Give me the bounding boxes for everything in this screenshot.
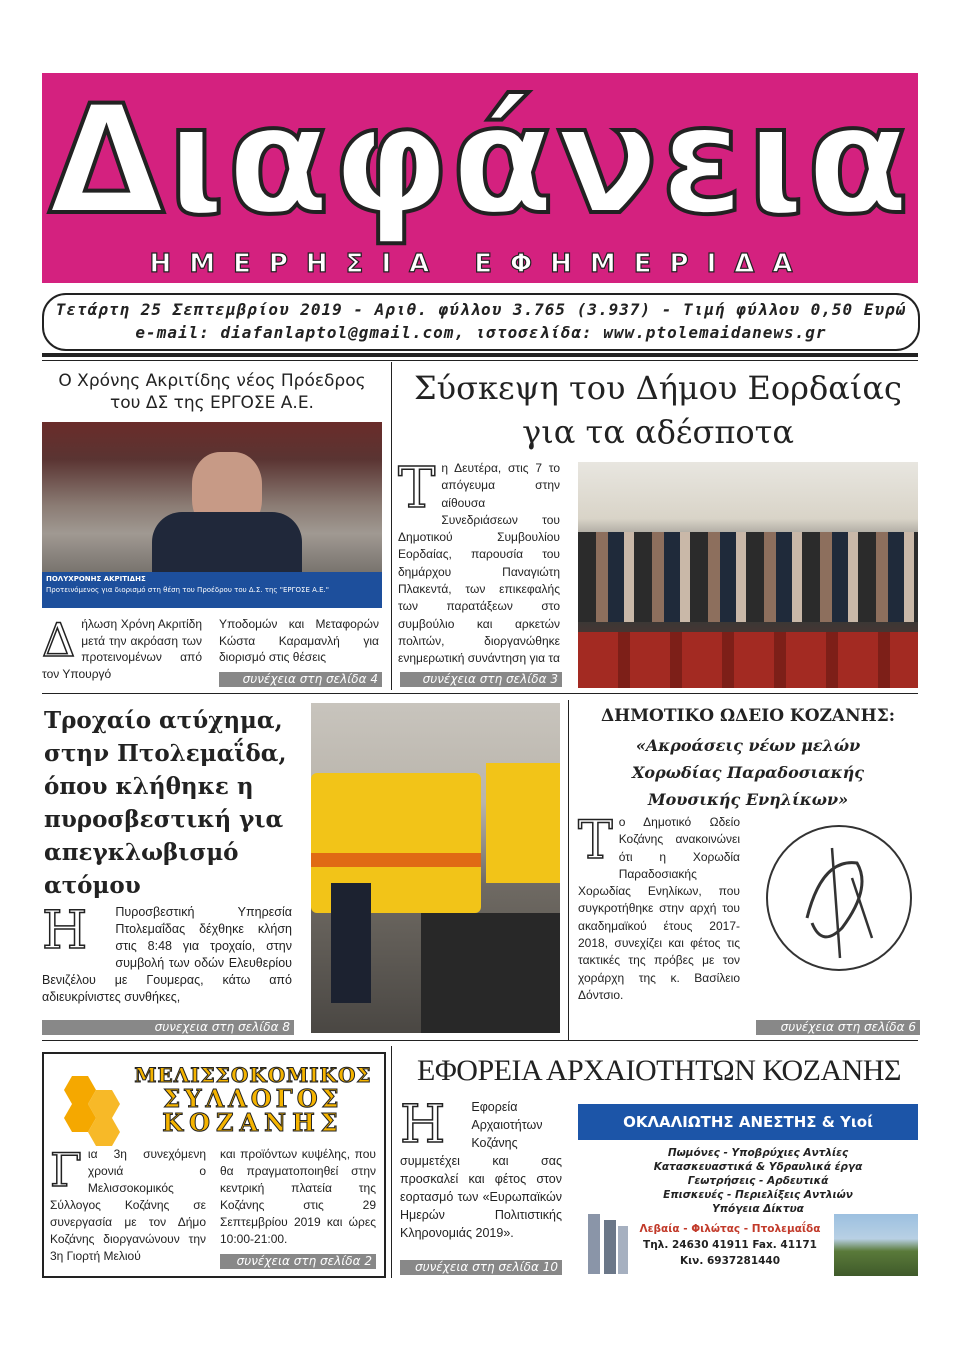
divider (42, 360, 918, 361)
pump-body (588, 1214, 600, 1274)
article1-dropcap: Δ (42, 613, 76, 667)
photo-ambulance (311, 703, 560, 1033)
article5-dropcap: Γ (50, 1143, 82, 1197)
newspaper-title: Διαφάνεια (48, 74, 912, 248)
issue-date-line: Τετάρτη 25 Σεπτεμβρίου 2019 - Αριθ. φύλλου 3.765 (3.937) - Τιμή φύλλου 0,50 Ευρώ (55, 300, 907, 319)
contact-line: e-mail: diafanlaptol@gmail.com, ιστοσελίδα: www.ptolemaidanews.gr (135, 323, 827, 342)
article6-text: Εφορεία Αρχαιοτήτων Κοζάνης συμμετέχει και σας προσκαλεί και φέτος στον εορτασμό των «Ευρωπαϊκών Ημερών Πολιτιστικής Κληρονομιάς 2019». (400, 1100, 562, 1240)
audience (578, 532, 918, 622)
caption-text: Προτεινόμενος για διορισμό στη θέση του Προέδρου του Δ.Σ. της "ΕΡΓΟΣΕ Α.Ε." (46, 586, 329, 594)
article4-text: ο Δημοτικό Ωδείο Κοζάνης ανακοινώνει ότι η Χορωδία Παραδοσιακής Χορωδίας Ενηλίκων, που συγκροτήθηκε στην αρχή του ακαδημαϊκού έτους 2017-2018, συνεχίζει και φέτος τις τακτικές της πρόβες με τον χοράρχη της κ. Βασίλειο Δόντσιο. (578, 815, 740, 1002)
logo-line3: ΚΟΖΑΝΗΣ (162, 1108, 344, 1137)
article1-text-left: ήλωση Χρόνη Ακριτίδη μετά την ακρόαση των προτεινομένων από τον Υπουργό (42, 617, 202, 681)
music-school-logo (762, 818, 916, 978)
article6-continue[interactable]: συνέχεια στη σελίδα 10 (400, 1260, 562, 1275)
photo-akritidis (42, 422, 382, 608)
divider (42, 1040, 918, 1041)
article1-body-right: Υποδομών και Μεταφορών Κώστα Καραμανλή για διορισμό στις θέσεις (219, 617, 379, 664)
article1-headline: Ο Χρόνης Ακριτίδης νέος Πρόεδρος του ΔΣ της ΕΡΓΟΣΕ Α.Ε. (58, 371, 366, 413)
article6-dropcap: Η (400, 1095, 446, 1155)
article2-body (398, 456, 560, 668)
caption-name: ΠΟΛΥΧΡΟΝΗΣ ΑΚΡΙΤΙΔΗΣ (46, 575, 146, 583)
article2-text: η Δευτέρα, στις 7 το απόγευμα στην αίθουσα Συνεδριάσεων του Δημοτικού Συμβουλίου Εορδαίας, παρουσία του δημάρχου Παναγιώτη Πλακεντά, των επικεφαλής των παρατάξεων στο συμβούλιο και αρκετών πολιτών, διοργανώθηκε ενημερωτική συνάντηση για τα (398, 461, 560, 666)
ambulance-stripe (311, 853, 481, 867)
pump-icon (582, 1212, 632, 1276)
article4-kicker: ΔΗΜΟΤΙΚΟ ΩΔΕΙΟ ΚΟΖΑΝΗΣ: (600, 706, 896, 726)
ad-title: ΟΚΛΑΛΙΩΤΗΣ ΑΝΕΣΤΗΣ & Υιοί (578, 1104, 918, 1140)
ad-mobile: Κιν. 6937281440 (679, 1255, 781, 1267)
ad-location: Λεβαία - Φιλώτας - Πτολεμαΐδα (639, 1223, 821, 1235)
ad-phone: Τηλ. 24630 41911 Fax. 41171 (643, 1239, 817, 1251)
newspaper-subtitle: ΗΜΕΡΗΣΙΑ ΕΦΗΜΕΡΙΔΑ (149, 249, 811, 279)
article5-continue[interactable]: συνέχεια στη σελίδα 2 (220, 1254, 376, 1269)
honeycomb-icon (52, 1068, 132, 1148)
car (421, 913, 560, 1033)
column-divider (391, 1046, 392, 1278)
article5-body-right: και προϊόντων κυψέλης, που θα πραγματοποιηθεί στην κεντρική πλατεία της Κοζάνης στις 29 Σεπτεμβρίου 2019 και ώρες 10:00-21:00. (220, 1147, 376, 1246)
article2-continue[interactable]: συνέχεια στη σελίδα 3 (400, 672, 562, 687)
article4-headline: «Ακροάσεις νέων μελών Χορωδίας Παραδοσιακής Μουσικής Ενηλίκων» (632, 736, 864, 809)
ad-line3: Γεωτρήσεις - Αρδευτικά (687, 1175, 829, 1187)
article6-headline: ΕΦΟΡΕΙΑ ΑΡΧΑΙΟΤΗΤΩΝ ΚΟΖΑΝΗΣ (417, 1054, 901, 1087)
article2-dropcap: Τ (398, 456, 436, 521)
article1-body-left (42, 613, 202, 682)
ad-photo-landscape (834, 1214, 918, 1276)
pump-body (604, 1220, 616, 1274)
issue-info-box (42, 293, 920, 351)
masthead (42, 73, 918, 283)
article3-dropcap: Η (42, 901, 88, 961)
article4-continue[interactable]: συνέχεια στη σελίδα 6 (756, 1020, 920, 1035)
article3-continue[interactable]: συνεχεια στη σελίδα 8 (42, 1020, 294, 1035)
firefighter (331, 883, 371, 1003)
ambulance-door (486, 763, 560, 883)
logo-line2: ΣΥΛΛΟΓΟΣ (163, 1084, 343, 1113)
ad-line1: Πωμόνες - Υποβρύχιες Αντλίες (667, 1147, 849, 1159)
divider (42, 693, 918, 694)
ad-line5: Υπόγεια Δίκτυα (712, 1203, 804, 1215)
logo-line1: ΜΕΛΙΣΣΟΚΟΜΙΚΟΣ (134, 1063, 372, 1087)
beekeepers-box (42, 1052, 386, 1278)
ad-services (608, 1146, 908, 1216)
article5-body-left (50, 1143, 206, 1265)
column-divider (391, 362, 392, 690)
article1-continue[interactable]: συνέχεια στη σελίδα 4 (219, 672, 382, 687)
article5-text-left: ια 3η συνεχόμενη χρονιά ο Μελισσοκομικός Σύλλογος Κοζάνης σε συνεργασία με τον Δήμο Κοζάνης διοργανώνουν την 3η Γιορτή Μελιού (50, 1147, 206, 1263)
column-divider (568, 700, 569, 1040)
pumps-advertisement[interactable] (578, 1104, 918, 1276)
article4-dropcap: Τ (578, 811, 613, 871)
ad-line4: Επισκευές - Περιελίξεις Αντλιών (663, 1189, 853, 1201)
pump-body (618, 1226, 628, 1274)
article3-headline: Τροχαίο ατύχημα, στην Πτολεμαΐδα, όπου κλήθηκε η πυροσβεστική για απεγκλωβισμό ατόμου (44, 707, 287, 899)
tv-caption-bar (42, 572, 382, 608)
article3-text: Πυροσβεστική Υπηρεσία Πτολεμαΐδας δέχθηκε κλήση στις 8:48 για τροχαίο, στην συμβολή των οδών Ελευθερίου Βενιζέλου με Γουμερας, κάτω από αδιευκρίνιστες συνθήκες, (42, 905, 292, 1004)
ad-line2: Κατασκευαστικά & Υδραυλικά έργα (653, 1161, 863, 1173)
red-seats (578, 632, 918, 688)
article2-headline: Σύσκεψη του Δήμου Εορδαίας για τα αδέσποτα (414, 369, 902, 451)
article3-body (42, 901, 292, 1006)
divider (42, 353, 918, 357)
article6-body (400, 1095, 562, 1242)
photo-meeting (578, 462, 918, 688)
article4-body (578, 811, 740, 1004)
